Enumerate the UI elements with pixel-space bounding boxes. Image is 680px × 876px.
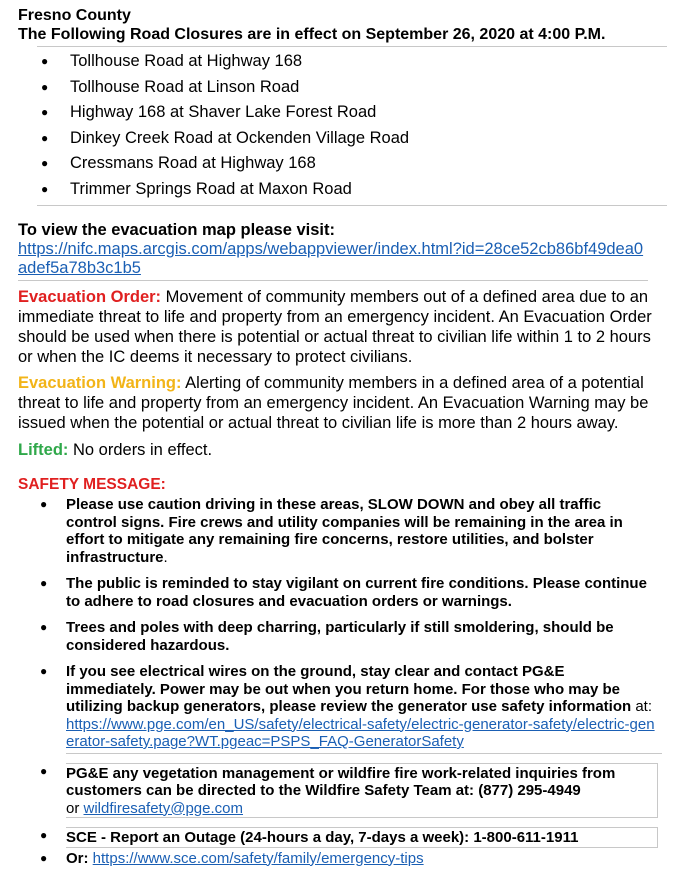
bullet-icon: ● (40, 664, 48, 678)
safety-item-3-text: Trees and poles with deep charring, particularly if still smoldering, should be considered hazardous. (66, 619, 614, 654)
county-title: Fresno County (18, 7, 131, 24)
list-item (37, 100, 667, 126)
evacuation-warning-text: Alerting of community members in a defined area of a potential threat to life and property from an emergency incident. An Evacuation Warning may be issued when the potential or actual threat to civilian life is more than 2 hours away. (18, 374, 649, 432)
bullet-icon: ● (40, 828, 48, 842)
evacuation-order-label: Evacuation Order: (18, 288, 162, 306)
divider (66, 753, 662, 754)
closure-text: Cressmans Road at Highway 168 (70, 154, 316, 172)
safety-item-1-text: Please use caution driving in these areas, SLOW DOWN and obey all traffic control signs. Fire crews and utility companies will be remaining in the area in effort to mitigate any remaining fire concerns, restore utilities, and bolster infrastructure (66, 496, 623, 566)
list-item (18, 663, 658, 751)
list-item (18, 619, 658, 654)
evacuation-order-definition (18, 287, 658, 367)
evacuation-warning-definition (18, 373, 658, 433)
bullet-icon: ● (41, 181, 49, 196)
evacuation-order-text: Movement of community members out of a defined area due to an immediate threat to life and property from an emergency incident. An Evacuation Order should be used when there is potential or actual threat to civilian life within 1 to 2 hours or when the IC deems it necessary to protect civilians. (18, 288, 652, 366)
safety-item-7-label: Or: (66, 849, 89, 867)
list-item (37, 75, 667, 101)
list-item (18, 827, 658, 848)
list-item (37, 151, 667, 177)
list-item (37, 49, 667, 75)
safety-item-text (66, 763, 658, 819)
closure-text: Trimmer Springs Road at Maxon Road (70, 179, 352, 198)
lifted-definition (18, 440, 658, 460)
safety-item-6-text: SCE - Report an Outage (24-hours a day, 7-days a week): 1-800-611-1911 (66, 827, 658, 848)
closures-title: The Following Road Closures are in effect on September 26, 2020 at 4:00 P.M. (18, 26, 606, 43)
safety-item-text (66, 850, 656, 868)
map-heading: To view the evacuation map please visit: (18, 221, 335, 239)
safety-item-4-text: If you see electrical wires on the ground, stay clear and contact PG&E immediately. Power may be out when you return home. For those who may be utilizing backup generators, please review the generator use safety information (66, 663, 632, 715)
safety-item-5-text: PG&E any vegetation management or wildfire fire work-related inquiries from customers can be directed to the Wildfire Safety Team at: (877) 295-4949 (66, 764, 616, 799)
lifted-text: No orders in effect. (68, 441, 213, 459)
lifted-label: Lifted: (18, 441, 69, 459)
divider (18, 280, 648, 281)
page (18, 6, 658, 876)
road-closures-list (37, 46, 667, 206)
list-item (18, 763, 658, 819)
evacuation-map-link[interactable]: https://nifc.maps.arcgis.com/apps/webappviewer/index.html?id=28ce52cb86bf49dea0adef5a78b3c1b5 (18, 240, 644, 277)
bullet-icon: ● (41, 130, 49, 145)
closure-text: Tollhouse Road at Highway 168 (70, 52, 303, 70)
safety-item-text (66, 496, 656, 566)
closure-text: Tollhouse Road at Linson Road (70, 77, 300, 96)
closure-text: Highway 168 at Shaver Lake Forest Road (70, 103, 377, 121)
bullet-icon: ● (41, 105, 49, 119)
safety-item-5-or: or (66, 799, 84, 817)
wildfire-safety-email-link[interactable]: wildfiresafety@pge.com (83, 799, 243, 817)
evacuation-warning-label: Evacuation Warning: (18, 374, 182, 392)
safety-item-1-end: . (163, 548, 168, 566)
bullet-icon: ● (40, 497, 48, 511)
safety-item-text (66, 663, 656, 751)
list-item (18, 850, 658, 868)
bullet-icon: ● (41, 79, 49, 94)
bullet-icon: ● (40, 576, 48, 590)
list-item (18, 575, 658, 610)
safety-list (18, 496, 658, 867)
safety-item-2-text: The public is reminded to stay vigilant on current fire conditions. Please continue to adhere to road closures and evacuation orders or warnings. (66, 575, 647, 610)
bullet-icon: ● (40, 763, 48, 778)
sce-emergency-tips-link[interactable]: https://www.sce.com/safety/family/emergency-tips (92, 849, 424, 867)
bullet-icon: ● (40, 850, 48, 865)
list-item (18, 496, 658, 566)
bullet-icon: ● (41, 156, 49, 170)
safety-heading: SAFETY MESSAGE: (18, 476, 166, 493)
bullet-icon: ● (41, 54, 49, 68)
bullet-icon: ● (40, 620, 48, 634)
closure-text: Dinkey Creek Road at Ockenden Village Road (70, 128, 410, 147)
safety-item-4-at: at: (635, 698, 653, 715)
generator-safety-link[interactable]: https://www.pge.com/en_US/safety/electrical-safety/electric-generator-safety/electric-generator-safety.page?WT.pgeac=PSPS_FAQ-GeneratorSafety (66, 715, 655, 750)
list-item (37, 126, 667, 152)
list-item (37, 177, 667, 203)
